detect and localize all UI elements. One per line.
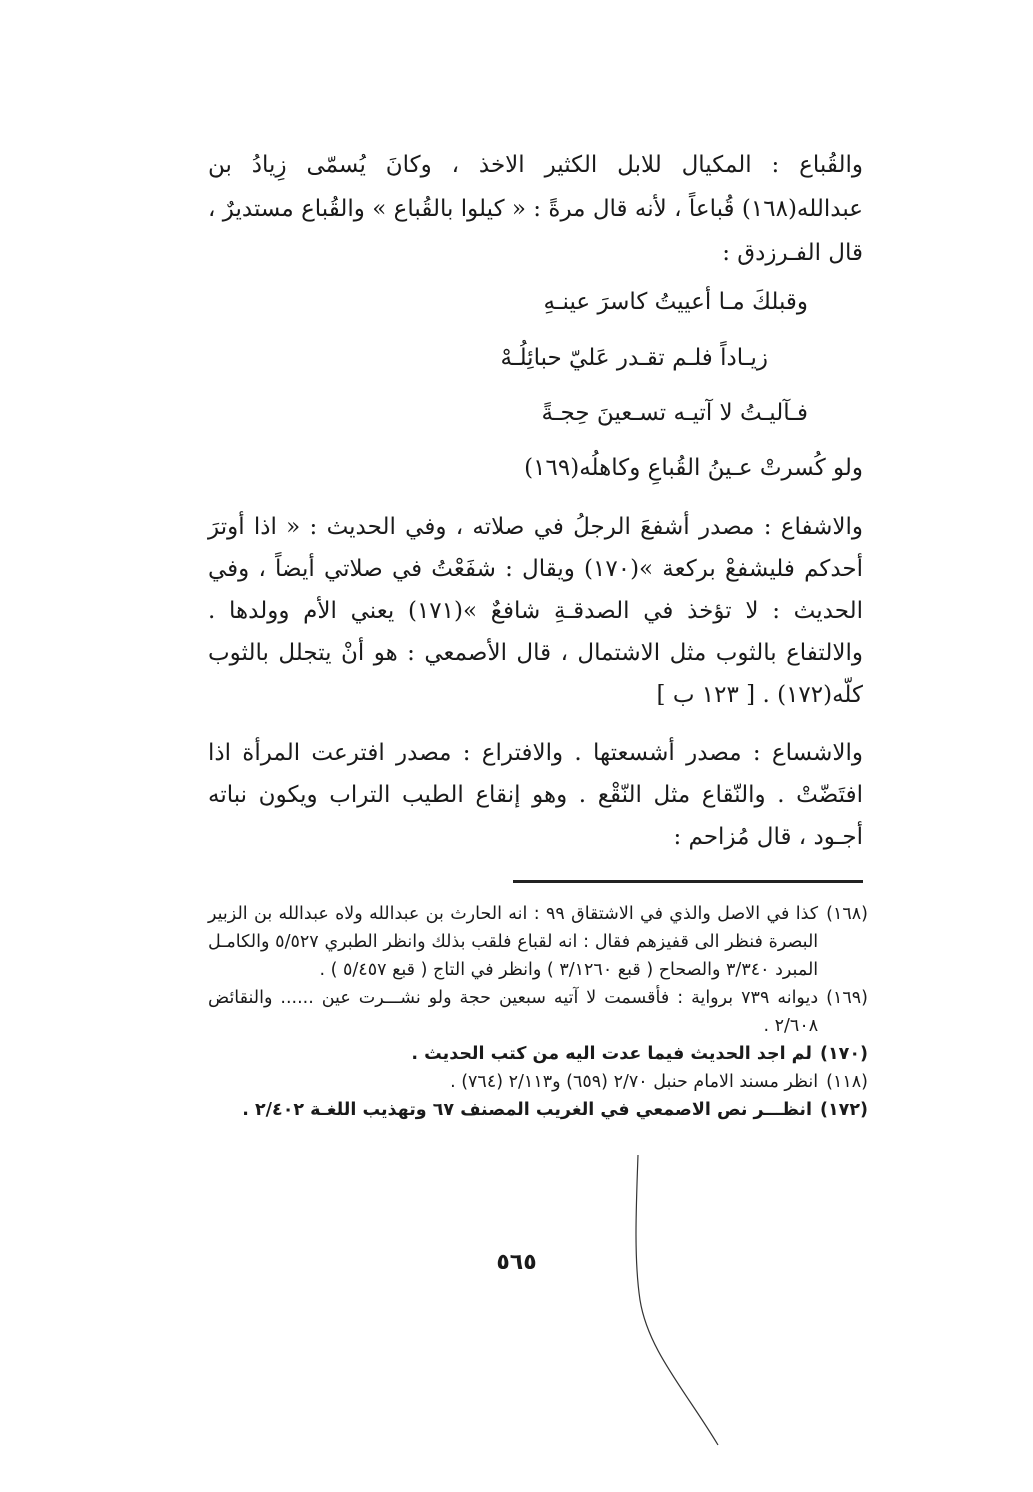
footnote-text: انظـــر نص الاصمعي في الغريب المصنف ٦٧ وتهذيب اللغـة ٢/٤٠٢ . xyxy=(242,1100,812,1120)
page-number: ٥٦٥ xyxy=(496,1250,537,1275)
verse-line-2: زيـاداً فلـم تقـدر عَليّ حبائِلُـهْ xyxy=(500,345,768,371)
footnote-text: ديوانه ٧٣٩ برواية : فأقسمت لا آتيه سبعين حجة ولو نشـــرت عين ...... والنقائض ٢/٦٠٨ . xyxy=(208,988,819,1036)
footnote-separator xyxy=(513,880,863,883)
footnote-number: (١٦٨) xyxy=(826,904,868,924)
footnote-item xyxy=(208,984,868,1040)
footnotes-list xyxy=(208,900,868,1124)
footnote-text: كذا في الاصل والذي في الاشتقاق ٩٩ : انه الحارث بن عبدالله ولاه عبدالله بن الزبير البصرة فنظر الى قفيزهم فقال : انه لقباع فلقب بذلك وانظر الطبري ٥/٥٢٧ والكامـل المبرد ٣/٣٤٠ والصحاح ( قبع ٣/١٢٦٠ ) وانظر في التاج ( قبع ٥/٤٥٧ ) . xyxy=(208,904,819,980)
paragraph-qubaa: والقُباع : المكيال للابل الكثير الاخذ ، وكانَ يُسمّى زِيادُ بن عبدالله(١٦٨) قُباعاً ، لأنه قال مرةً : « كيلوا بالقُباع » والقُباع مستديرٌ ، قال الفـرزدق : xyxy=(208,152,863,266)
footnote-number: (١٧٠) xyxy=(819,1044,868,1064)
paragraph-ishsaa: والاشساع : مصدر أشسعتها . والافتراع : مصدر افترعت المرأة اذا افتَضّتْ . والنّقاع مثل النّقْع . وهو إنقاع الطيب التراب ويكون نباته أجـود ، قال مُزاحم : xyxy=(208,740,863,850)
pencil-mark-decoration xyxy=(590,1150,730,1450)
footnote-text: لم اجد الحديث فيما عدت اليه من كتب الحديث . xyxy=(411,1044,812,1064)
footnote-number: (١١٨) xyxy=(826,1072,868,1092)
verse-line-1: وقبلكَ مـا أعييتُ كاسرَ عينـهِ xyxy=(543,289,808,315)
verse-line-4: ولو كُسرتْ عـينُ القُباعِ وكاهلُه(١٦٩) xyxy=(524,455,863,481)
footnote-item xyxy=(208,1068,868,1096)
verse-line-3: فـآليـتُ لا آتيـه تسـعينَ حِجـةً xyxy=(541,400,808,426)
footnote-number: (١٧٢) xyxy=(819,1100,868,1120)
footnote-item xyxy=(208,1096,868,1124)
footnote-item xyxy=(208,900,868,984)
paragraph-ishfaa: والاشفاع : مصدر أشفعَ الرجلُ في صلاته ، وفي الحديث : « اذا أوترَ أحدكم فليشفعْ بركعة »(١٧٠) ويقال : شفَعْتُ في صلاتي أيضاً ، وفي الحديث : لا تؤخذ في الصدقـةِ شافعٌ »(١٧١) يعني الأم وولدها . والالتفاع بالثوب مثل الاشتمال ، قال الأصمعي : هو أنْ يتجلل بالثوب كلّه(١٧٢) . [ ١٢٣ ب ] xyxy=(208,514,864,708)
footnote-item xyxy=(208,1040,868,1068)
footnote-number: (١٦٩) xyxy=(826,988,868,1008)
footnote-text: انظر مسند الامام حنبل ٢/٧٠ (٦٥٩) و٢/١١٣ (٧٦٤) . xyxy=(450,1072,819,1092)
